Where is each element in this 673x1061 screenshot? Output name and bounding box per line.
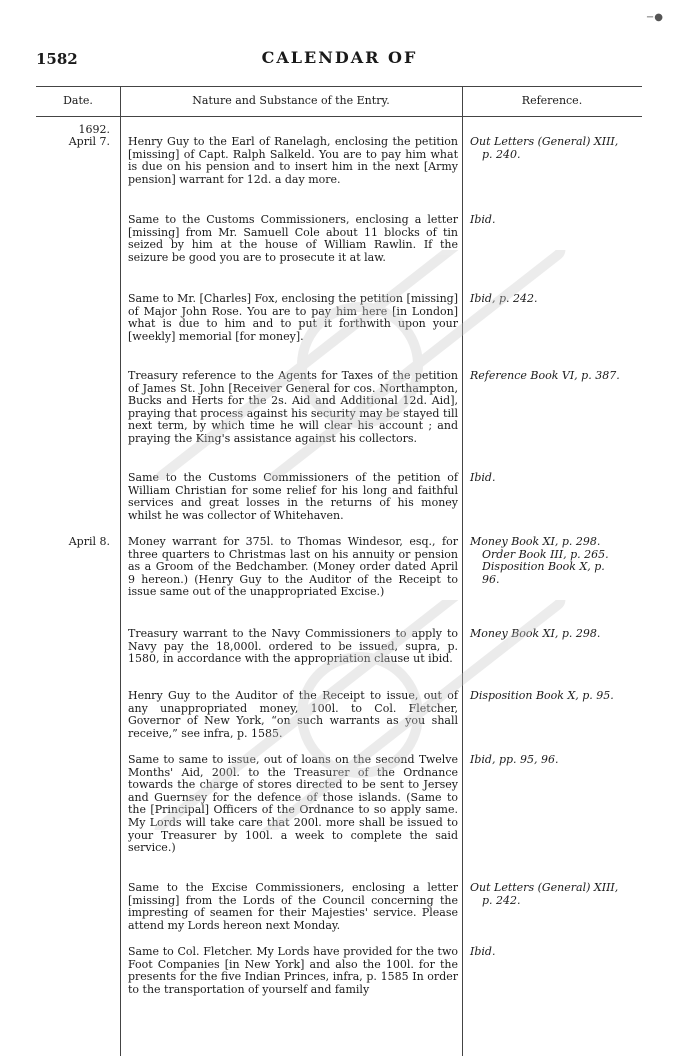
- entry-reference: [470, 946, 640, 959]
- entry-date: April 8.: [68, 535, 110, 548]
- entry-reference: [470, 370, 640, 383]
- entry-text: [128, 536, 458, 599]
- reference-line: p. 242.: [482, 893, 521, 907]
- entry-reference: [470, 628, 640, 641]
- nature-column-header: Nature and Substance of the Entry.: [192, 94, 390, 107]
- entry-paragraph: Same to the Excise Commissioners, enclosing a letter [missing] from the Lords of the Council concerning the impresting of seamen for their Majesties' service. Please attend my Lords hereon next Monday.: [128, 881, 458, 932]
- entry-year: 1692.: [78, 123, 110, 136]
- date-column-rule: [120, 86, 121, 1056]
- table-top-rule: [36, 86, 642, 87]
- reference-line: Disposition Book X, p. 95.: [470, 689, 614, 702]
- page-number: 1582: [36, 50, 78, 68]
- entry-reference: [470, 214, 640, 227]
- entry-text: [128, 946, 458, 996]
- reference-line: Ibid, pp. 95, 96.: [470, 753, 559, 766]
- reference-line: Out Letters (General) XIII,: [470, 881, 619, 894]
- reference-line: Money Book XI, p. 298.: [470, 627, 601, 640]
- calendar-table: [36, 86, 642, 1056]
- entry-paragraph: Henry Guy to the Auditor of the Receipt to issue, out of any unappropriated money, 100l. to Col. Fletcher, Governor of New York, “on such warrants as you shall receive,” see infra, p. 1585.: [128, 689, 458, 740]
- reference-line: p. 240.: [482, 147, 521, 161]
- reference-column-rule: [462, 86, 463, 1056]
- entry-reference: [470, 690, 640, 703]
- reference-column-header: Reference.: [521, 94, 583, 107]
- entry-paragraph: Same to Mr. [Charles] Fox, enclosing the petition [missing] of Major John Rose. You are to pay him here [in London] what is due to him and to put it forthwith upon your [weekly] memorial [for money].: [128, 292, 458, 343]
- corner-mark: −●: [645, 12, 663, 23]
- entry-text: [128, 136, 458, 186]
- entry-paragraph: Money warrant for 375l. to Thomas Windesor, esq., for three quarters to Christmas last on his annuity or pension as a Groom of the Bedchamber. (Money order dated April 9 hereon.) (Henry Guy to the Auditor of the Receipt to issue same out of the unappropriated Excise.): [128, 535, 458, 599]
- entry-text: [128, 754, 458, 855]
- entry-date: April 7.: [68, 135, 110, 148]
- reference-line: Money Book XI, p. 298.: [470, 535, 601, 548]
- table-header-rule: [36, 116, 642, 117]
- entry-text: [128, 628, 458, 666]
- entry-paragraph: Treasury reference to the Agents for Taxes of the petition of James St. John [Receiver General for cos. Northampton, Bucks and Herts for the 2s. Aid and Additional 12d. Aid], praying that process against his security may be stayed till next term, by which time he will clear his account ; and praying the King's assistance against his collectors.: [128, 369, 458, 445]
- reference-line: Out Letters (General) XIII,: [470, 135, 619, 148]
- entry-paragraph: Treasury warrant to the Navy Commissioners to apply to Navy pay the 18,000l. ordered to be issued, supra, p. 1580, in accordance with the appropriation clause ut ibid.: [128, 627, 458, 666]
- reference-line: Ibid.: [470, 213, 496, 226]
- entry-paragraph: Same to the Customs Commissioners, enclosing a letter [missing] from Mr. Samuell Cole about 11 blocks of tin seized by him at the house of William Rawlin. If the seizure be good you are to prosecute it at law.: [128, 213, 458, 264]
- entry-reference: [470, 472, 640, 485]
- entry-paragraph: Henry Guy to the Earl of Ranelagh, enclosing the petition [missing] of Capt. Ralph Salkeld. You are to pay him what is due on his pension and to insert him in the next [Army pension] warrant for 12d. a day more.: [128, 135, 458, 186]
- reference-line: Disposition Book X, p.: [482, 560, 605, 574]
- running-title: CALENDAR OF: [261, 48, 418, 67]
- entry-text: [128, 370, 458, 446]
- entry-paragraph: Same to Col. Fletcher. My Lords have provided for the two Foot Companies [in New York] and also the 100l. for the presents for the five Indian Princes, infra, p. 1585 In order to the transportation of yourself and family: [128, 945, 458, 996]
- entry-reference: [470, 882, 640, 907]
- entry-reference: [470, 136, 640, 161]
- entry-paragraph: Same to the Customs Commissioners of the petition of William Christian for some relief for his long and faithful services and great losses in the returns of his money whilst he was collector of Whitehaven.: [128, 471, 458, 522]
- date-column-header: Date.: [63, 94, 93, 107]
- entry-text: [128, 690, 458, 740]
- entry-text: [128, 293, 458, 343]
- entry-reference: [470, 293, 640, 306]
- reference-line: Order Book III, p. 265.: [482, 547, 609, 561]
- reference-line: Ibid, p. 242.: [470, 292, 538, 305]
- reference-line: Ibid.: [470, 471, 496, 484]
- entry-text: [128, 882, 458, 932]
- reference-line: 96.: [482, 572, 500, 586]
- entry-paragraph: Same to same to issue, out of loans on the second Twelve Months' Aid, 200l. to the Treasurer of the Ordnance towards the charge of stores directed to be sent to Jersey and Guernsey for the defence of those islands. (Same to the [Principal] Officers of the Ordnance to so apply same. My Lords will take care that 200l. more shall be issued to your Treasurer by 100l. a week to complete the said service.): [128, 753, 458, 855]
- entry-text: [128, 472, 458, 522]
- reference-line: Reference Book VI, p. 387.: [470, 369, 620, 382]
- page-header: [36, 46, 643, 74]
- entry-reference: [470, 536, 640, 586]
- reference-line: Ibid.: [470, 945, 496, 958]
- entry-reference: [470, 754, 640, 767]
- entry-text: [128, 214, 458, 264]
